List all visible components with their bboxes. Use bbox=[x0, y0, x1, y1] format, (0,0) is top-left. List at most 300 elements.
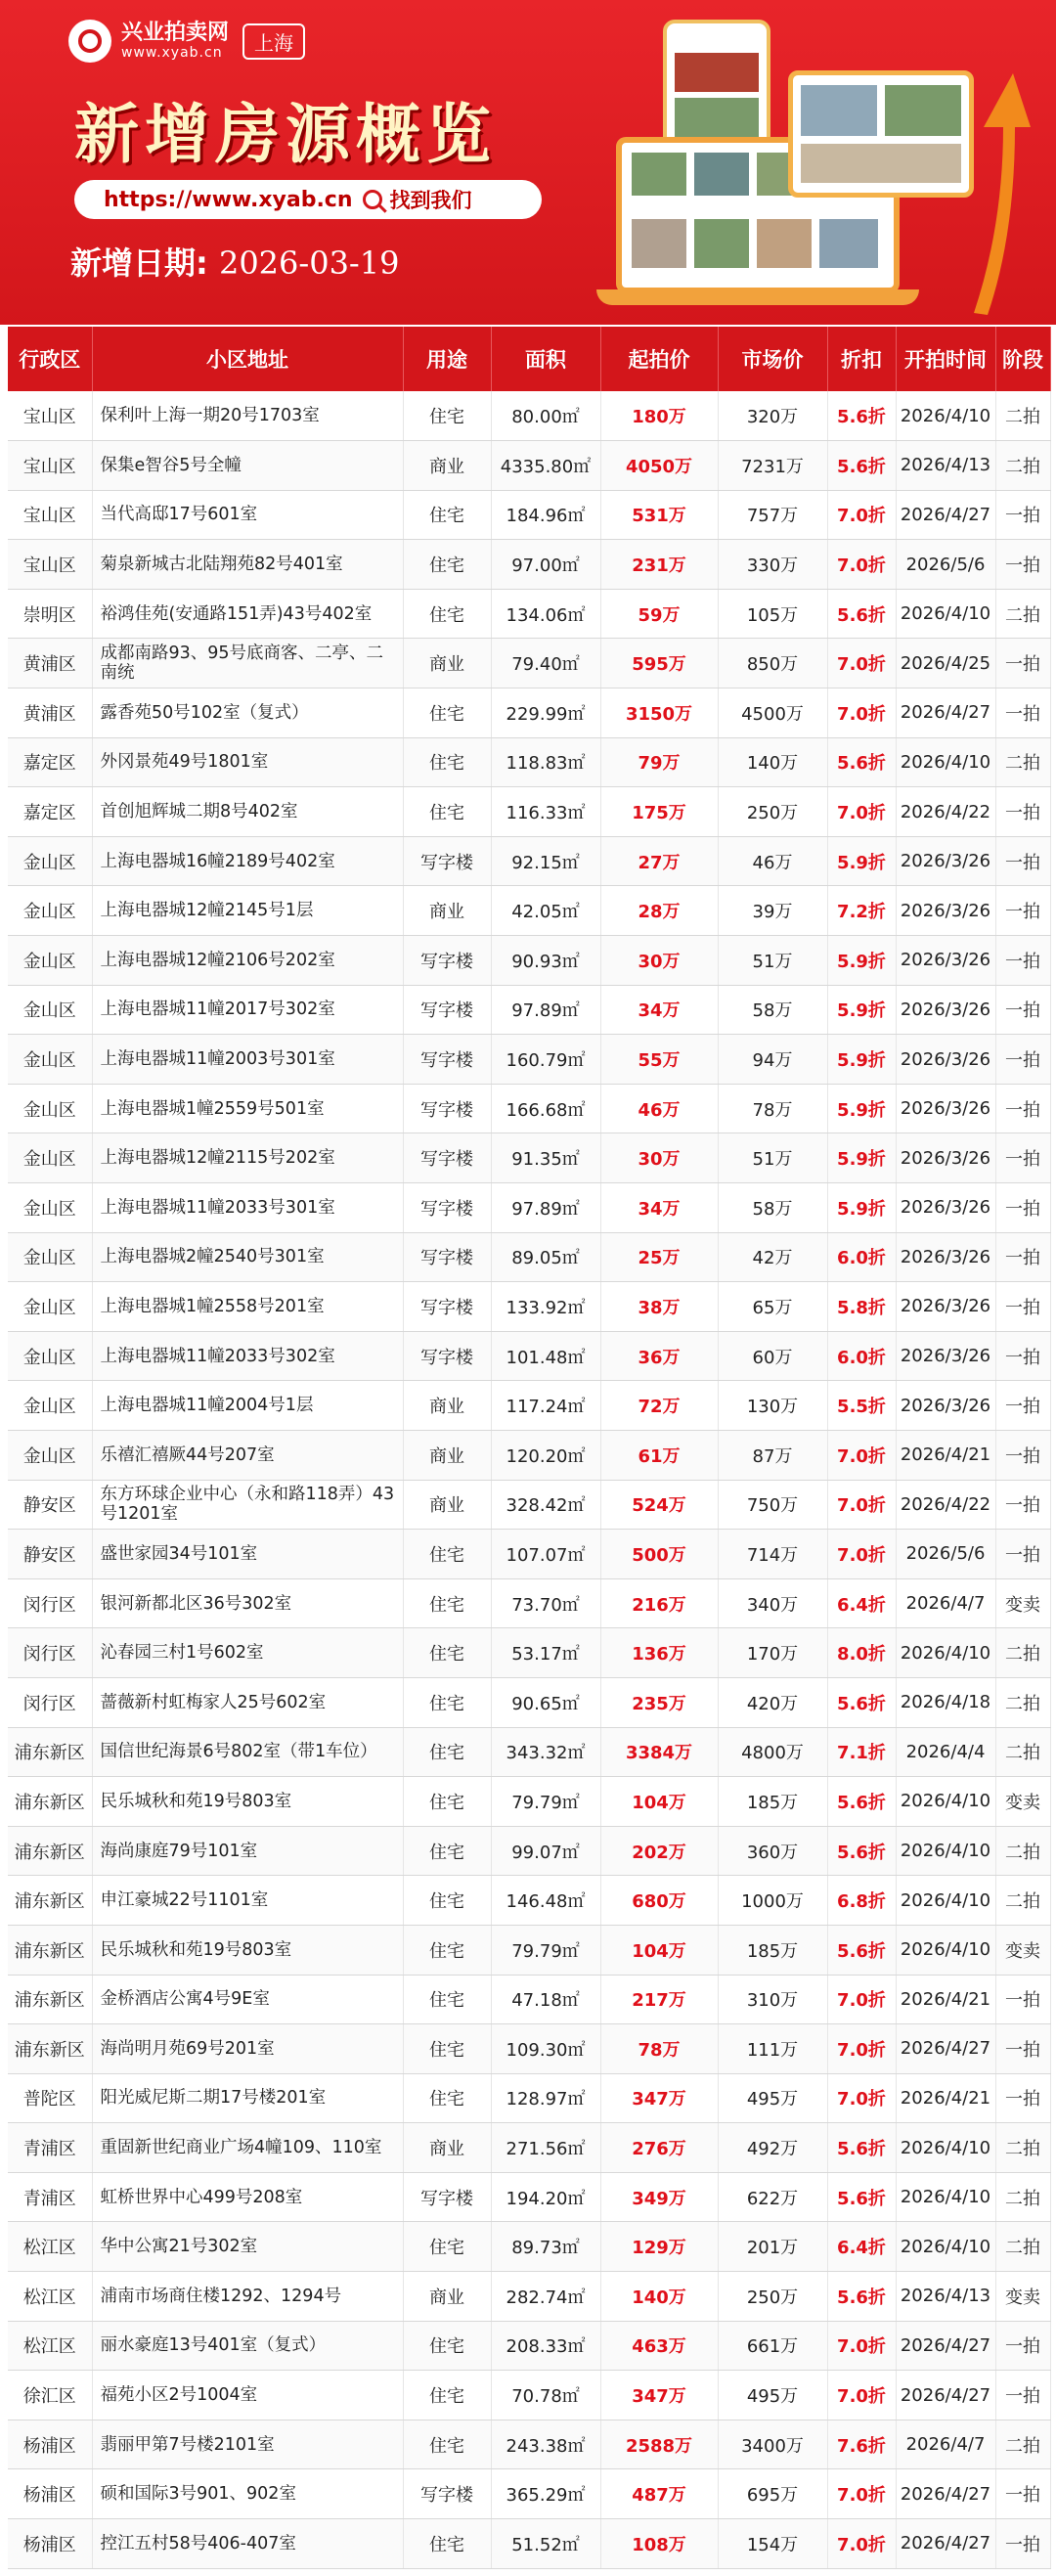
cell-discount: 5.6折 bbox=[827, 391, 896, 441]
cell-starting-price: 140万 bbox=[600, 2272, 718, 2322]
table-row[interactable] bbox=[8, 1826, 1050, 1876]
cell-stage: 一拍 bbox=[995, 886, 1050, 936]
cell-address: 成都南路93、95号底商客、二亭、二南统 bbox=[92, 639, 403, 688]
cell-area: 133.92㎡ bbox=[491, 1282, 600, 1332]
cell-usage: 商业 bbox=[403, 441, 491, 491]
cell-market-price: 105万 bbox=[718, 589, 827, 639]
cell-market-price: 58万 bbox=[718, 985, 827, 1035]
cell-auction-date: 2026/4/10 bbox=[896, 589, 995, 639]
cell-discount: 7.0折 bbox=[827, 2024, 896, 2074]
cell-district: 静安区 bbox=[8, 1480, 92, 1530]
cell-stage: 一拍 bbox=[995, 936, 1050, 986]
table-row[interactable] bbox=[8, 836, 1050, 886]
cell-stage: 一拍 bbox=[995, 787, 1050, 837]
cell-market-price: 185万 bbox=[718, 1925, 827, 1975]
cell-stage: 二拍 bbox=[995, 1727, 1050, 1777]
cell-market-price: 7231万 bbox=[718, 441, 827, 491]
cell-starting-price: 27万 bbox=[600, 836, 718, 886]
cell-area: 208.33㎡ bbox=[491, 2321, 600, 2371]
cell-usage: 写字楼 bbox=[403, 1084, 491, 1133]
date-label: 新增日期: bbox=[70, 244, 208, 282]
cell-auction-date: 2026/3/26 bbox=[896, 1183, 995, 1233]
column-header-district: 行政区 bbox=[8, 327, 92, 391]
cell-auction-date: 2026/3/26 bbox=[896, 1035, 995, 1085]
table-row[interactable] bbox=[8, 985, 1050, 1035]
cell-usage: 住宅 bbox=[403, 1727, 491, 1777]
city-badge[interactable]: 上海 bbox=[242, 23, 305, 60]
table-row[interactable] bbox=[8, 1628, 1050, 1678]
cell-district: 松江区 bbox=[8, 2321, 92, 2371]
cell-discount: 7.0折 bbox=[827, 639, 896, 688]
cell-area: 271.56㎡ bbox=[491, 2123, 600, 2173]
cell-starting-price: 2588万 bbox=[600, 2420, 718, 2469]
cell-usage: 商业 bbox=[403, 886, 491, 936]
table-row[interactable] bbox=[8, 2024, 1050, 2074]
cell-stage: 一拍 bbox=[995, 1035, 1050, 1085]
cell-stage: 一拍 bbox=[995, 836, 1050, 886]
cell-address: 国信世纪海景6号802室（带1车位） bbox=[92, 1727, 403, 1777]
cell-district: 松江区 bbox=[8, 2272, 92, 2322]
cell-usage: 写字楼 bbox=[403, 1232, 491, 1282]
cell-auction-date: 2026/4/18 bbox=[896, 1677, 995, 1727]
table-row[interactable] bbox=[8, 1530, 1050, 1579]
cell-starting-price: 108万 bbox=[600, 2519, 718, 2569]
column-header-usage: 用途 bbox=[403, 327, 491, 391]
cell-auction-date: 2026/3/26 bbox=[896, 1331, 995, 1381]
cell-discount: 7.0折 bbox=[827, 2321, 896, 2371]
cell-starting-price: 79万 bbox=[600, 737, 718, 787]
cell-address: 丽水豪庭13号401室（复式） bbox=[92, 2321, 403, 2371]
cell-address: 上海电器城11幢2004号1层 bbox=[92, 1381, 403, 1431]
cell-area: 90.93㎡ bbox=[491, 936, 600, 986]
column-header-address: 小区地址 bbox=[92, 327, 403, 391]
cell-stage: 一拍 bbox=[995, 1282, 1050, 1332]
cell-usage: 住宅 bbox=[403, 2519, 491, 2569]
cell-district: 金山区 bbox=[8, 1282, 92, 1332]
cell-market-price: 661万 bbox=[718, 2321, 827, 2371]
cell-auction-date: 2026/4/7 bbox=[896, 2420, 995, 2469]
added-date bbox=[70, 239, 399, 284]
cell-usage: 写字楼 bbox=[403, 985, 491, 1035]
cell-usage: 住宅 bbox=[403, 2024, 491, 2074]
cell-stage: 一拍 bbox=[995, 490, 1050, 540]
cell-usage: 住宅 bbox=[403, 391, 491, 441]
table-row[interactable] bbox=[8, 1430, 1050, 1480]
cell-starting-price: 36万 bbox=[600, 1331, 718, 1381]
table-row[interactable] bbox=[8, 1925, 1050, 1975]
cell-starting-price: 34万 bbox=[600, 1183, 718, 1233]
cell-starting-price: 25万 bbox=[600, 1232, 718, 1282]
cell-discount: 5.6折 bbox=[827, 1677, 896, 1727]
table-row[interactable] bbox=[8, 1035, 1050, 1085]
cell-discount: 5.5折 bbox=[827, 1381, 896, 1431]
cell-area: 90.65㎡ bbox=[491, 1677, 600, 1727]
table-row[interactable] bbox=[8, 2469, 1050, 2519]
cell-address: 保利叶上海一期20号1703室 bbox=[92, 391, 403, 441]
brand-name: 兴业拍卖网 bbox=[121, 21, 230, 45]
cell-area: 89.73㎡ bbox=[491, 2222, 600, 2272]
table-row[interactable] bbox=[8, 391, 1050, 441]
cell-market-price: 201万 bbox=[718, 2222, 827, 2272]
cell-auction-date: 2026/3/26 bbox=[896, 886, 995, 936]
cell-market-price: 320万 bbox=[718, 391, 827, 441]
cell-starting-price: 59万 bbox=[600, 589, 718, 639]
cell-stage: 二拍 bbox=[995, 441, 1050, 491]
cell-starting-price: 4050万 bbox=[600, 441, 718, 491]
cell-discount: 6.0折 bbox=[827, 1331, 896, 1381]
cell-area: 47.18㎡ bbox=[491, 1975, 600, 2024]
cell-area: 166.68㎡ bbox=[491, 1084, 600, 1133]
table-row[interactable] bbox=[8, 1133, 1050, 1183]
cell-market-price: 330万 bbox=[718, 540, 827, 590]
cell-discount: 5.6折 bbox=[827, 441, 896, 491]
cell-auction-date: 2026/4/10 bbox=[896, 2172, 995, 2222]
cell-district: 金山区 bbox=[8, 1232, 92, 1282]
cell-address: 当代高邸17号601室 bbox=[92, 490, 403, 540]
cell-area: 70.78㎡ bbox=[491, 2371, 600, 2421]
cell-area: 194.20㎡ bbox=[491, 2172, 600, 2222]
table-row[interactable] bbox=[8, 2172, 1050, 2222]
cell-auction-date: 2026/4/10 bbox=[896, 1777, 995, 1827]
table-row[interactable] bbox=[8, 936, 1050, 986]
cell-market-price: 850万 bbox=[718, 639, 827, 688]
cell-stage: 一拍 bbox=[995, 2073, 1050, 2123]
cell-auction-date: 2026/5/6 bbox=[896, 1530, 995, 1579]
cell-starting-price: 38万 bbox=[600, 1282, 718, 1332]
table-row[interactable] bbox=[8, 2371, 1050, 2421]
cell-district: 浦东新区 bbox=[8, 1975, 92, 2024]
cell-usage: 住宅 bbox=[403, 1578, 491, 1628]
cell-discount: 7.0折 bbox=[827, 540, 896, 590]
cell-address: 上海电器城11幢2033号301室 bbox=[92, 1183, 403, 1233]
cell-usage: 写字楼 bbox=[403, 836, 491, 886]
cell-usage: 住宅 bbox=[403, 1530, 491, 1579]
table-row[interactable] bbox=[8, 1578, 1050, 1628]
cell-auction-date: 2026/3/26 bbox=[896, 836, 995, 886]
cell-stage: 二拍 bbox=[995, 589, 1050, 639]
cell-auction-date: 2026/4/27 bbox=[896, 490, 995, 540]
cell-market-price: 495万 bbox=[718, 2073, 827, 2123]
cell-stage: 一拍 bbox=[995, 2519, 1050, 2569]
table-row[interactable] bbox=[8, 2272, 1050, 2322]
cell-address: 裕鸿佳苑(安通路151弄)43号402室 bbox=[92, 589, 403, 639]
cell-address: 上海电器城1幢2559号501室 bbox=[92, 1084, 403, 1133]
cell-stage: 一拍 bbox=[995, 2321, 1050, 2371]
cell-address: 阳光威尼斯二期17号楼201室 bbox=[92, 2073, 403, 2123]
cell-usage: 住宅 bbox=[403, 2222, 491, 2272]
cell-address: 上海电器城11幢2033号302室 bbox=[92, 1331, 403, 1381]
cell-auction-date: 2026/4/27 bbox=[896, 2371, 995, 2421]
table-row[interactable] bbox=[8, 490, 1050, 540]
cell-market-price: 250万 bbox=[718, 787, 827, 837]
cell-district: 金山区 bbox=[8, 1133, 92, 1183]
cell-market-price: 51万 bbox=[718, 1133, 827, 1183]
cell-address: 民乐城秋和苑19号803室 bbox=[92, 1777, 403, 1827]
table-row[interactable] bbox=[8, 1677, 1050, 1727]
cell-address: 上海电器城1幢2558号201室 bbox=[92, 1282, 403, 1332]
cell-discount: 5.6折 bbox=[827, 1826, 896, 1876]
cell-address: 控江五村58号406-407室 bbox=[92, 2519, 403, 2569]
cell-auction-date: 2026/4/10 bbox=[896, 1925, 995, 1975]
cell-auction-date: 2026/4/10 bbox=[896, 2123, 995, 2173]
cell-auction-date: 2026/4/10 bbox=[896, 1628, 995, 1678]
table-row[interactable] bbox=[8, 441, 1050, 491]
cell-stage: 一拍 bbox=[995, 985, 1050, 1035]
cell-district: 崇明区 bbox=[8, 589, 92, 639]
cell-stage: 二拍 bbox=[995, 2172, 1050, 2222]
cell-auction-date: 2026/3/26 bbox=[896, 1133, 995, 1183]
table-row[interactable] bbox=[8, 1727, 1050, 1777]
cell-address: 盛世家园34号101室 bbox=[92, 1530, 403, 1579]
cell-auction-date: 2026/4/25 bbox=[896, 639, 995, 688]
cell-auction-date: 2026/3/26 bbox=[896, 985, 995, 1035]
cell-auction-date: 2026/3/26 bbox=[896, 936, 995, 986]
cell-usage: 商业 bbox=[403, 639, 491, 688]
table-row[interactable] bbox=[8, 1480, 1050, 1530]
cell-market-price: 140万 bbox=[718, 737, 827, 787]
cell-market-price: 87万 bbox=[718, 1430, 827, 1480]
cell-auction-date: 2026/3/26 bbox=[896, 1381, 995, 1431]
table-row[interactable] bbox=[8, 639, 1050, 688]
cell-market-price: 310万 bbox=[718, 1975, 827, 2024]
cell-auction-date: 2026/4/27 bbox=[896, 2469, 995, 2519]
cell-market-price: 60万 bbox=[718, 1331, 827, 1381]
cell-discount: 5.6折 bbox=[827, 1925, 896, 1975]
cell-area: 80.00㎡ bbox=[491, 391, 600, 441]
table-row[interactable] bbox=[8, 2321, 1050, 2371]
cell-address: 上海电器城12幢2145号1层 bbox=[92, 886, 403, 936]
cell-area: 243.38㎡ bbox=[491, 2420, 600, 2469]
cell-district: 宝山区 bbox=[8, 490, 92, 540]
cell-address: 海尚明月苑69号201室 bbox=[92, 2024, 403, 2074]
cell-address: 上海电器城16幢2189号402室 bbox=[92, 836, 403, 886]
tablet-illustration bbox=[788, 70, 974, 198]
cell-district: 闵行区 bbox=[8, 1628, 92, 1678]
cell-market-price: 360万 bbox=[718, 1826, 827, 1876]
table-row[interactable] bbox=[8, 1331, 1050, 1381]
cell-address: 外冈景苑49号1801室 bbox=[92, 737, 403, 787]
cell-area: 42.05㎡ bbox=[491, 886, 600, 936]
cell-area: 97.00㎡ bbox=[491, 540, 600, 590]
cell-stage: 一拍 bbox=[995, 2469, 1050, 2519]
cell-address: 浦南市场商住楼1292、1294号 bbox=[92, 2272, 403, 2322]
table-body bbox=[8, 391, 1050, 2568]
cell-district: 闵行区 bbox=[8, 1677, 92, 1727]
table-row[interactable] bbox=[8, 688, 1050, 738]
find-us-label[interactable]: 找到我们 bbox=[389, 189, 472, 212]
cell-starting-price: 595万 bbox=[600, 639, 718, 688]
cell-usage: 住宅 bbox=[403, 1777, 491, 1827]
cell-market-price: 4500万 bbox=[718, 688, 827, 738]
cell-district: 金山区 bbox=[8, 936, 92, 986]
table-row[interactable] bbox=[8, 886, 1050, 936]
devices-illustration bbox=[606, 10, 1056, 313]
cell-auction-date: 2026/4/10 bbox=[896, 1826, 995, 1876]
table-row[interactable] bbox=[8, 2123, 1050, 2173]
cell-auction-date: 2026/4/22 bbox=[896, 1480, 995, 1530]
cell-starting-price: 347万 bbox=[600, 2073, 718, 2123]
cell-starting-price: 231万 bbox=[600, 540, 718, 590]
table-row[interactable] bbox=[8, 1084, 1050, 1133]
cell-usage: 商业 bbox=[403, 2123, 491, 2173]
cell-market-price: 622万 bbox=[718, 2172, 827, 2222]
cell-starting-price: 487万 bbox=[600, 2469, 718, 2519]
cell-district: 青浦区 bbox=[8, 2123, 92, 2173]
cell-address: 露香苑50号102室（复式） bbox=[92, 688, 403, 738]
table-row[interactable] bbox=[8, 1183, 1050, 1233]
cell-auction-date: 2026/4/21 bbox=[896, 1430, 995, 1480]
table-row[interactable] bbox=[8, 1876, 1050, 1926]
cell-address: 银河新都北区36号302室 bbox=[92, 1578, 403, 1628]
cell-usage: 商业 bbox=[403, 2272, 491, 2322]
cell-usage: 写字楼 bbox=[403, 2469, 491, 2519]
cell-market-price: 170万 bbox=[718, 1628, 827, 1678]
cell-starting-price: 129万 bbox=[600, 2222, 718, 2272]
cell-starting-price: 531万 bbox=[600, 490, 718, 540]
cell-starting-price: 276万 bbox=[600, 2123, 718, 2173]
cell-stage: 变卖 bbox=[995, 1578, 1050, 1628]
cell-auction-date: 2026/4/7 bbox=[896, 1578, 995, 1628]
cell-usage: 住宅 bbox=[403, 1628, 491, 1678]
cell-usage: 住宅 bbox=[403, 589, 491, 639]
cell-address: 上海电器城12幢2106号202室 bbox=[92, 936, 403, 986]
table-row[interactable] bbox=[8, 2519, 1050, 2569]
cell-auction-date: 2026/4/21 bbox=[896, 1975, 995, 2024]
cell-starting-price: 180万 bbox=[600, 391, 718, 441]
cell-starting-price: 61万 bbox=[600, 1430, 718, 1480]
page-title: 新增房源概览 bbox=[74, 96, 497, 172]
cell-stage: 一拍 bbox=[995, 1530, 1050, 1579]
cell-area: 97.89㎡ bbox=[491, 985, 600, 1035]
table-row[interactable] bbox=[8, 1232, 1050, 1282]
cell-address: 上海电器城2幢2540号301室 bbox=[92, 1232, 403, 1282]
cell-area: 229.99㎡ bbox=[491, 688, 600, 738]
table-row[interactable] bbox=[8, 1282, 1050, 1332]
cell-district: 浦东新区 bbox=[8, 1826, 92, 1876]
cell-starting-price: 3384万 bbox=[600, 1727, 718, 1777]
cell-stage: 变卖 bbox=[995, 1777, 1050, 1827]
cell-starting-price: 30万 bbox=[600, 1133, 718, 1183]
cell-address: 首创旭辉城二期8号402室 bbox=[92, 787, 403, 837]
table-row[interactable] bbox=[8, 2222, 1050, 2272]
cell-auction-date: 2026/3/26 bbox=[896, 1084, 995, 1133]
table-row[interactable] bbox=[8, 540, 1050, 590]
cell-area: 107.07㎡ bbox=[491, 1530, 600, 1579]
cell-stage: 一拍 bbox=[995, 1084, 1050, 1133]
table-row[interactable] bbox=[8, 2420, 1050, 2469]
cell-market-price: 39万 bbox=[718, 886, 827, 936]
cell-starting-price: 55万 bbox=[600, 1035, 718, 1085]
cell-discount: 7.0折 bbox=[827, 1530, 896, 1579]
table-row[interactable] bbox=[8, 1381, 1050, 1431]
cell-district: 金山区 bbox=[8, 1084, 92, 1133]
cell-district: 金山区 bbox=[8, 836, 92, 886]
brand-logo[interactable] bbox=[68, 20, 305, 63]
cell-district: 闵行区 bbox=[8, 1578, 92, 1628]
cell-address: 民乐城秋和苑19号803室 bbox=[92, 1925, 403, 1975]
cell-area: 117.24㎡ bbox=[491, 1381, 600, 1431]
table-row[interactable] bbox=[8, 1975, 1050, 2024]
cell-area: 89.05㎡ bbox=[491, 1232, 600, 1282]
cell-usage: 写字楼 bbox=[403, 1183, 491, 1233]
cell-auction-date: 2026/5/6 bbox=[896, 540, 995, 590]
cell-discount: 5.9折 bbox=[827, 1035, 896, 1085]
site-url[interactable]: https://www.xyab.cn bbox=[104, 187, 353, 212]
cell-discount: 6.4折 bbox=[827, 1578, 896, 1628]
cell-auction-date: 2026/4/27 bbox=[896, 2024, 995, 2074]
cell-discount: 6.8折 bbox=[827, 1876, 896, 1926]
cell-usage: 住宅 bbox=[403, 688, 491, 738]
cell-district: 金山区 bbox=[8, 1430, 92, 1480]
cell-starting-price: 235万 bbox=[600, 1677, 718, 1727]
site-url-bar[interactable] bbox=[74, 180, 542, 219]
cell-discount: 7.0折 bbox=[827, 2519, 896, 2569]
cell-stage: 一拍 bbox=[995, 1133, 1050, 1183]
cell-stage: 一拍 bbox=[995, 1975, 1050, 2024]
cell-address: 东方环球企业中心（永和路118弄）43号1201室 bbox=[92, 1480, 403, 1530]
cell-stage: 二拍 bbox=[995, 1826, 1050, 1876]
brand-url: www.xyab.cn bbox=[121, 45, 223, 61]
table-row[interactable] bbox=[8, 1777, 1050, 1827]
cell-district: 杨浦区 bbox=[8, 2519, 92, 2569]
cell-district: 金山区 bbox=[8, 1331, 92, 1381]
cell-area: 53.17㎡ bbox=[491, 1628, 600, 1678]
cell-address: 华中公寓21号302室 bbox=[92, 2222, 403, 2272]
cell-district: 浦东新区 bbox=[8, 1925, 92, 1975]
table-row[interactable] bbox=[8, 589, 1050, 639]
cell-district: 金山区 bbox=[8, 985, 92, 1035]
banner bbox=[0, 0, 1056, 325]
cell-address: 金桥酒店公寓4号9E室 bbox=[92, 1975, 403, 2024]
cell-district: 静安区 bbox=[8, 1530, 92, 1579]
cell-market-price: 58万 bbox=[718, 1183, 827, 1233]
cell-district: 浦东新区 bbox=[8, 1777, 92, 1827]
cell-starting-price: 349万 bbox=[600, 2172, 718, 2222]
cell-address: 重固新世纪商业广场4幢109、110室 bbox=[92, 2123, 403, 2173]
cell-market-price: 185万 bbox=[718, 1777, 827, 1827]
cell-usage: 住宅 bbox=[403, 2073, 491, 2123]
cell-area: 128.97㎡ bbox=[491, 2073, 600, 2123]
cell-stage: 一拍 bbox=[995, 540, 1050, 590]
cell-area: 73.70㎡ bbox=[491, 1578, 600, 1628]
date-value: 2026-03-19 bbox=[218, 244, 400, 282]
cell-usage: 住宅 bbox=[403, 490, 491, 540]
cell-market-price: 51万 bbox=[718, 936, 827, 986]
cell-discount: 7.0折 bbox=[827, 490, 896, 540]
cell-discount: 7.6折 bbox=[827, 2420, 896, 2469]
cell-auction-date: 2026/4/27 bbox=[896, 2519, 995, 2569]
cell-auction-date: 2026/4/27 bbox=[896, 2321, 995, 2371]
cell-discount: 6.0折 bbox=[827, 1232, 896, 1282]
cell-district: 青浦区 bbox=[8, 2172, 92, 2222]
table-row[interactable] bbox=[8, 2073, 1050, 2123]
cell-address: 福苑小区2号1004室 bbox=[92, 2371, 403, 2421]
cell-district: 金山区 bbox=[8, 1381, 92, 1431]
cell-discount: 8.0折 bbox=[827, 1628, 896, 1678]
cell-starting-price: 136万 bbox=[600, 1628, 718, 1678]
cell-starting-price: 216万 bbox=[600, 1578, 718, 1628]
cell-usage: 商业 bbox=[403, 1480, 491, 1530]
cell-area: 343.32㎡ bbox=[491, 1727, 600, 1777]
cell-market-price: 250万 bbox=[718, 2272, 827, 2322]
cell-address: 上海电器城12幢2115号202室 bbox=[92, 1133, 403, 1183]
cell-area: 4335.80㎡ bbox=[491, 441, 600, 491]
table-row[interactable] bbox=[8, 737, 1050, 787]
cell-auction-date: 2026/3/26 bbox=[896, 1232, 995, 1282]
cell-starting-price: 217万 bbox=[600, 1975, 718, 2024]
cell-starting-price: 30万 bbox=[600, 936, 718, 986]
table-row[interactable] bbox=[8, 787, 1050, 837]
